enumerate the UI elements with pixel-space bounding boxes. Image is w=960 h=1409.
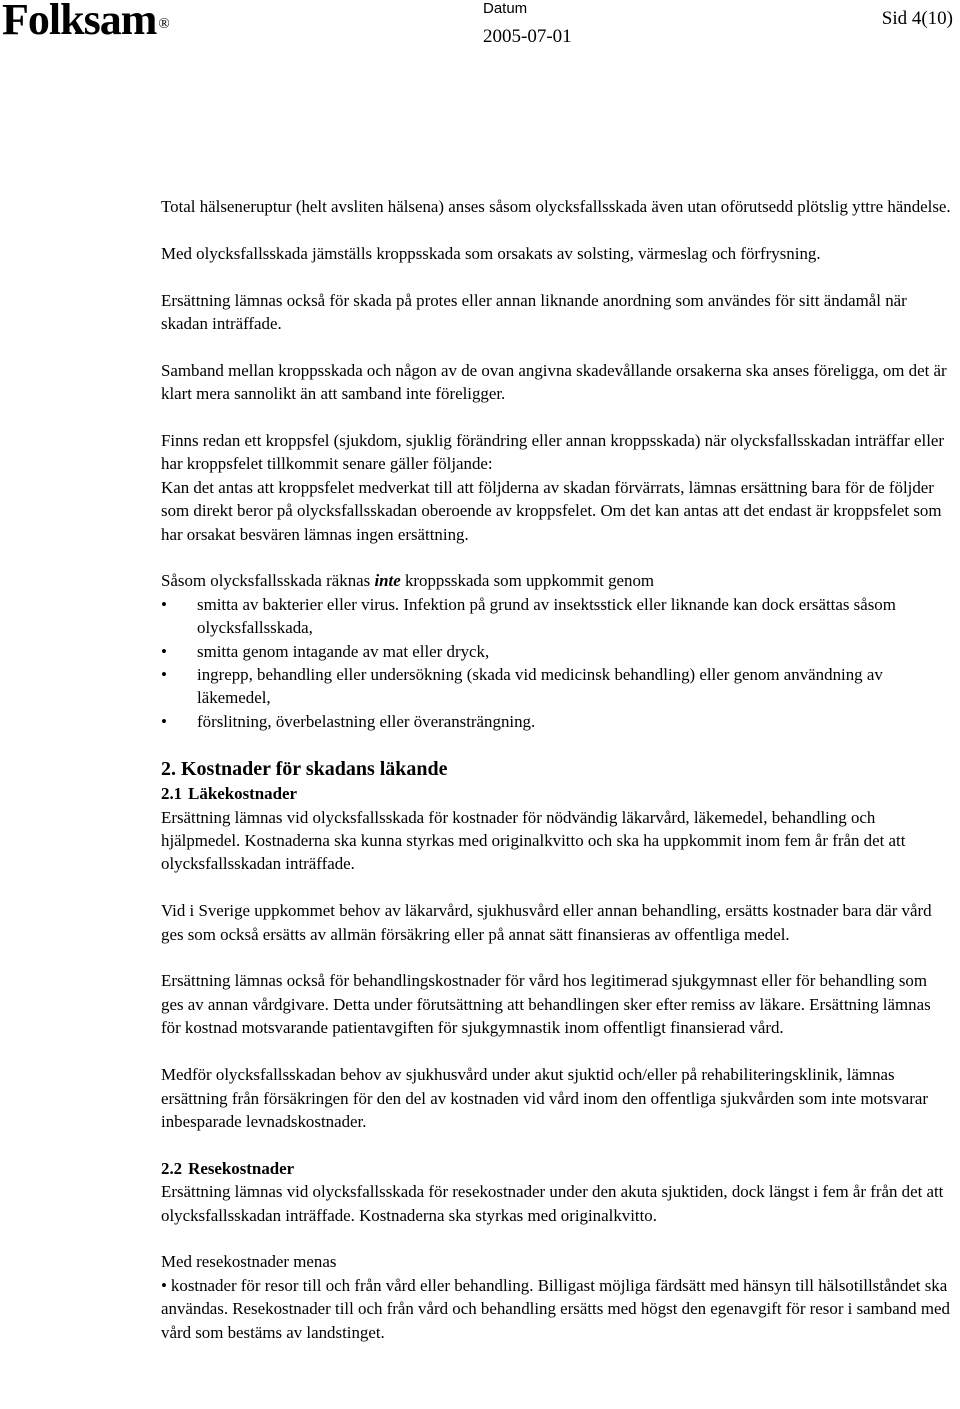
subsection-number: 2.2 (161, 1158, 183, 1178)
intro-text: kroppsskada som uppkommit genom (400, 571, 655, 591)
page-number: Sid 4(10) (881, 8, 953, 29)
list-item (161, 593, 951, 640)
paragraph: Medför olycksfallsskadan behov av sjukhusvård under akut sjuktid och/eller på rehabiliteringsklinik, lämnas ersättning från försäkringen för den del av kostnaden vid vård inom den offentliga sjukvården som inte motsvarar inbesparade levnadskostnader. (161, 1065, 929, 1131)
intro-text: Såsom olycksfallsskada räknas (161, 571, 375, 591)
bullet-icon: • (161, 711, 167, 731)
bullet-icon: • (161, 594, 167, 614)
exclusion-intro (161, 569, 951, 592)
paragraph: Kan det antas att kroppsfelet medverkat till att följderna av skadan förvärrats, lämnas ersättning bara för de följder som direkt beror på olycksfallsskadan oberoende av kroppsfelet. Om det kan antas att det endast är kroppsfelet som har orsakat besvären lämnas ingen ersättning. (161, 477, 942, 544)
travel-cost-item (161, 1274, 951, 1344)
exclusion-list (161, 593, 951, 733)
emphasis-text: inte (374, 571, 401, 591)
subsection-heading (161, 782, 951, 805)
list-item-text: förslitning, överbelastning eller överansträngning. (197, 711, 536, 731)
folksam-logo (2, 0, 170, 44)
paragraph: Ersättning lämnas också för behandlingskostnader för vård hos legitimerad sjukgymnast eller för behandling som ges av annan vårdgivare. Detta under förutsättning att behandlingen sker efter remiss av läkare. Ersättning lämnas för kostnad motsvarande patientavgiften för sjukgymnastik inom offentligt finansierad vård. (161, 971, 931, 1038)
section-heading: 2. Kostnader för skadans läkande (161, 758, 448, 781)
subsection-title: Läkekostnader (188, 784, 297, 804)
registered-mark: ® (158, 16, 170, 32)
paragraph: Med resekostnader menas (161, 1252, 337, 1272)
paragraph: Med olycksfallsskada jämställs kroppsskada som orsakats av solsting, värmeslag och förfrysning. (161, 243, 821, 263)
list-item-text: smitta av bakterier eller virus. Infektion på grund av insektsstick eller liknande kan dock ersättas såsom olycksfallsskada, (197, 594, 896, 638)
paragraph: Ersättning lämnas vid olycksfallsskada för kostnader för nödvändig läkarvård, läkemedel, behandling och hjälpmedel. Kostnaderna ska kunna styrkas med originalkvitto och ska ha uppkommit inom fem år från det att olycksfallsskadan inträffade. (161, 807, 906, 874)
bullet-icon: • (161, 641, 167, 661)
subsection-heading (161, 1157, 951, 1180)
list-item-text: smitta genom intagande av mat eller dryck, (197, 641, 490, 661)
subsection-number: 2.1 (161, 784, 183, 804)
paragraph: Finns redan ett kroppsfel (sjukdom, sjuklig förändring eller annan kroppsskada) när olycksfallsskadan inträffar eller har kroppsfelet tillkommit senare gäller följande: (161, 431, 945, 474)
logo-text: Folksam (2, 0, 157, 44)
bullet-icon: • (161, 665, 167, 685)
paragraph: Vid i Sverige uppkommet behov av läkarvård, sjukhusvård eller annan behandling, ersätts kostnader bara där vård ges som också ersätts av allmän försäkring eller på annat sätt finansieras av offentliga medel. (161, 901, 932, 944)
list-item (161, 640, 951, 663)
paragraph: Ersättning lämnas vid olycksfallsskada för resekostnader under den akuta sjuktiden, dock längst i fem år från det att olycksfallsskadan inträffade. Kostnaderna ska styrkas med originalkvitto. (161, 1182, 944, 1225)
document-body (161, 195, 951, 1344)
list-item-text: ingrepp, behandling eller undersökning (skada vid medicinsk behandling) eller genom användning av läkemedel, (197, 665, 883, 708)
list-item (161, 710, 951, 733)
list-item-text: kostnader för resor till och från vård eller behandling. Billigast möjliga färdsätt med hänsyn till hälsotillståndet ska användas. Resekostnader till och från vård och behandling ersätts med högst den egenavgift för resor i samband med vård som bestäms av landstinget. (161, 1275, 950, 1342)
paragraph: Ersättning lämnas också för skada på protes eller annan liknande anordning som användes för sitt ändamål när skadan inträffade. (161, 290, 907, 333)
subsection-title: Resekostnader (188, 1158, 295, 1178)
list-item (161, 663, 951, 710)
bullet-icon: • (161, 1275, 167, 1295)
date-label: Datum (483, 0, 528, 17)
paragraph: Samband mellan kroppsskada och någon av de ovan angivna skadevållande orsakerna ska anses föreligga, om det är klart mera sannolikt än att samband inte föreligger. (161, 360, 947, 404)
date-value: 2005-07-01 (483, 26, 572, 47)
paragraph: Total hälseneruptur (helt avsliten hälsena) anses såsom olycksfallsskada även utan oförutsedd plötslig yttre händelse. (161, 197, 951, 216)
